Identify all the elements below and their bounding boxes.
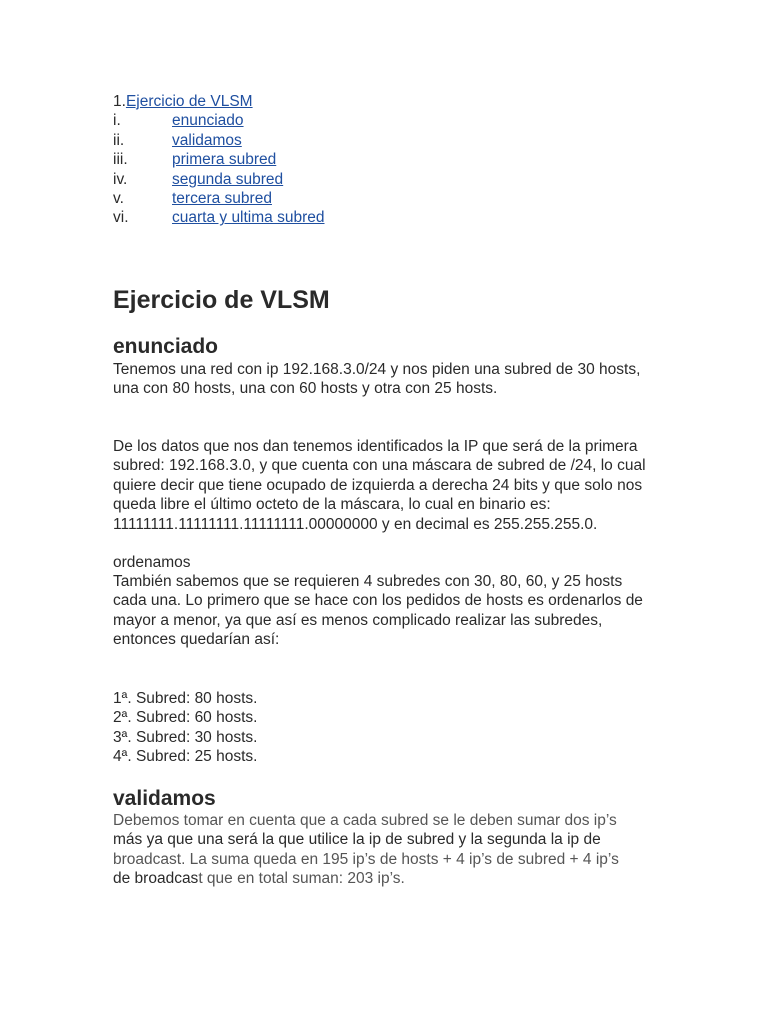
toc-row <box>113 150 658 169</box>
toc-number: v. <box>113 190 124 208</box>
list-item: 2ª. Subred: 60 hosts. <box>113 709 258 727</box>
toc-link-primera-subred[interactable]: primera subred <box>172 151 277 169</box>
section-heading-enunciado: enunciado <box>113 335 219 358</box>
toc-link-ejercicio[interactable]: Ejercicio de VLSM <box>125 93 253 110</box>
toc-link-tercera-subred[interactable]: tercera subred <box>172 190 272 208</box>
toc-row <box>113 111 658 130</box>
toc-row <box>113 208 658 227</box>
toc-main-prefix: 1. <box>113 93 126 110</box>
validamos-line <box>113 869 658 888</box>
toc-link-cuarta-subred[interactable]: cuarta y ultima subred <box>172 209 325 227</box>
toc-row <box>113 189 658 208</box>
enunciado-paragraph-1: Tenemos una red con ip 192.168.3.0/24 y nos piden una subred de 30 hosts, una con 80 hosts, una con 60 hosts y otra con 25 hosts. <box>113 361 641 398</box>
validamos-line: Debemos tomar en cuenta que a cada subred se le deben sumar dos ip’s <box>113 812 617 829</box>
validamos-line: broadcast. La suma queda en 195 ip’s de hosts + 4 ip’s de subred + 4 ip’s <box>113 850 619 868</box>
toc-number: iii. <box>113 151 128 169</box>
toc-link-segunda-subred[interactable]: segunda subred <box>172 170 284 188</box>
toc-link-enunciado[interactable]: enunciado <box>172 112 244 130</box>
toc-number: iv. <box>113 170 128 188</box>
list-item: 3ª. Subred: 30 hosts. <box>113 728 258 746</box>
validamos-paragraph <box>113 811 658 889</box>
toc-link-validamos[interactable]: validamos <box>172 131 242 149</box>
enunciado-paragraph-3: También sabemos que se requieren 4 subredes con 30, 80, 60, y 25 hosts cada una. Lo primero que se hace con los pedidos de hosts es ordenarlos de mayor a menor, ya que así es menos complicado realizar las subredes, entonces quedarían así: <box>113 573 643 649</box>
enunciado-paragraph-2: De los datos que nos dan tenemos identificados la IP que será de la primera subred: 192.168.3.0, y que cuenta con una máscara de subred de /24, lo cual quiere decir que tiene ocupado de izquierda a derecha 24 bits y que solo nos queda libre el último octeto de la máscara, lo cual en binario es: 11111111.11111111.11111111.00000000 y en decimal es 255.255.255.0. <box>113 438 646 533</box>
validamos-rest-fragment: t que en total suman: 203 ip’s. <box>198 870 405 888</box>
section-heading-validamos: validamos <box>113 787 216 810</box>
toc-number: ii. <box>113 131 125 149</box>
enunciado-ordenamos: ordenamos <box>113 554 191 571</box>
table-of-contents <box>113 92 658 228</box>
list-item: 1ª. Subred: 80 hosts. <box>113 690 258 707</box>
validamos-bold-fragment: de broadcas <box>113 870 199 888</box>
subnet-list <box>113 689 658 767</box>
list-item: 4ª. Subred: 25 hosts. <box>113 748 258 766</box>
validamos-line: más ya que una será la que utilice la ip de subred y la segunda la ip de <box>113 831 601 849</box>
toc-item-main <box>113 92 658 111</box>
page-title: Ejercicio de VLSM <box>113 286 330 314</box>
document-page <box>113 92 658 888</box>
toc-number: i. <box>113 112 121 130</box>
toc-number: vi. <box>113 209 129 227</box>
toc-row <box>113 131 658 150</box>
toc-row <box>113 170 658 189</box>
